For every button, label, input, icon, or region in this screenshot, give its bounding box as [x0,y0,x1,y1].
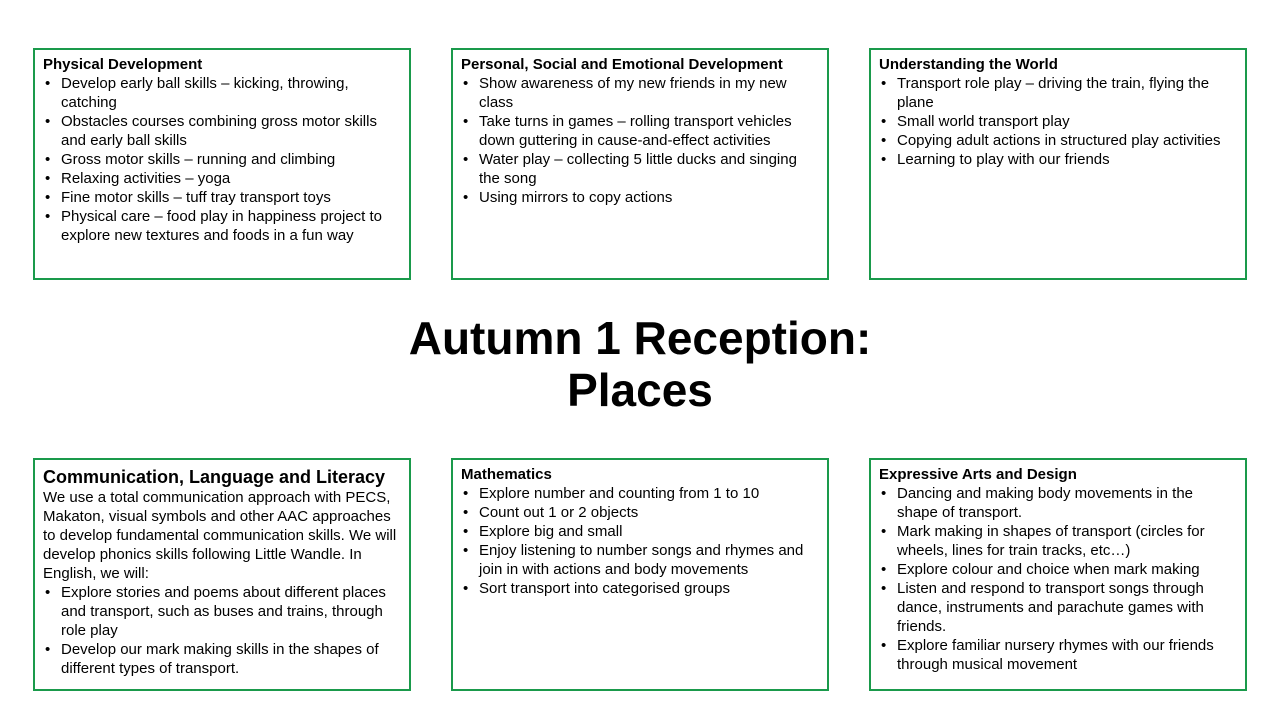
understanding-world-list [879,74,1237,169]
mathematics-box [451,458,829,691]
list-item: • Mark making in shapes of transport (circles for wheels, lines for train tracks, etc…) [879,522,1237,560]
understanding-world-heading: Understanding the World [879,56,1058,73]
list-item: • Enjoy listening to number songs and rhymes and join in with actions and body movements [461,541,819,579]
page-title-line-1: Autumn 1 Reception: [408,312,872,364]
list-item: • Develop early ball skills – kicking, throwing, catching [43,74,401,112]
physical-development-box [33,48,411,280]
mathematics-heading: Mathematics [461,466,552,483]
cll-intro: We use a total communication approach with PECS, Makaton, visual symbols and other AAC approaches to develop fundamental communication skills. We will develop phonics skills following Little Wandle. In English, we will: [43,489,397,582]
list-item: • Fine motor skills – tuff tray transport toys [43,188,401,207]
psed-box [451,48,829,280]
list-item: • Gross motor skills – running and climbing [43,150,401,169]
list-item: • Explore stories and poems about different places and transport, such as buses and trains, through role play [43,583,401,640]
physical-development-list [43,74,401,245]
list-item: • Relaxing activities – yoga [43,169,401,188]
list-item: • Show awareness of my new friends in my new class [461,74,819,112]
list-item: • Physical care – food play in happiness project to explore new textures and foods in a fun way [43,207,401,245]
list-item: • Water play – collecting 5 little ducks and singing the song [461,150,819,188]
cll-list [43,583,401,678]
expressive-arts-list [879,484,1237,674]
list-item: • Transport role play – driving the train, flying the plane [879,74,1237,112]
communication-language-literacy-box [33,458,411,691]
cll-heading: Communication, Language and Literacy [43,467,386,487]
list-item: • Dancing and making body movements in the shape of transport. [879,484,1237,522]
list-item: • Take turns in games – rolling transport vehicles down guttering in cause-and-effect activities [461,112,819,150]
page-title-line-2: Places [567,364,713,416]
list-item: • Using mirrors to copy actions [461,188,819,207]
list-item: • Explore colour and choice when mark making [879,560,1237,579]
understanding-world-box [869,48,1247,280]
psed-heading: Personal, Social and Emotional Development [461,56,783,73]
psed-list [461,74,819,207]
list-item: • Develop our mark making skills in the shapes of different types of transport. [43,640,401,678]
expressive-arts-design-box [869,458,1247,691]
list-item: • Explore number and counting from 1 to 10 [461,484,819,503]
page-title [340,312,940,416]
list-item: • Count out 1 or 2 objects [461,503,819,522]
list-item: • Explore familiar nursery rhymes with our friends through musical movement [879,636,1237,674]
list-item: • Learning to play with our friends [879,150,1237,169]
mathematics-list [461,484,819,598]
list-item: • Small world transport play [879,112,1237,131]
expressive-arts-heading: Expressive Arts and Design [879,466,1077,483]
list-item: • Explore big and small [461,522,819,541]
list-item: • Obstacles courses combining gross motor skills and early ball skills [43,112,401,150]
list-item: • Copying adult actions in structured play activities [879,131,1237,150]
list-item: • Sort transport into categorised groups [461,579,819,598]
physical-development-heading: Physical Development [43,56,203,73]
list-item: • Listen and respond to transport songs through dance, instruments and parachute games with friends. [879,579,1237,636]
